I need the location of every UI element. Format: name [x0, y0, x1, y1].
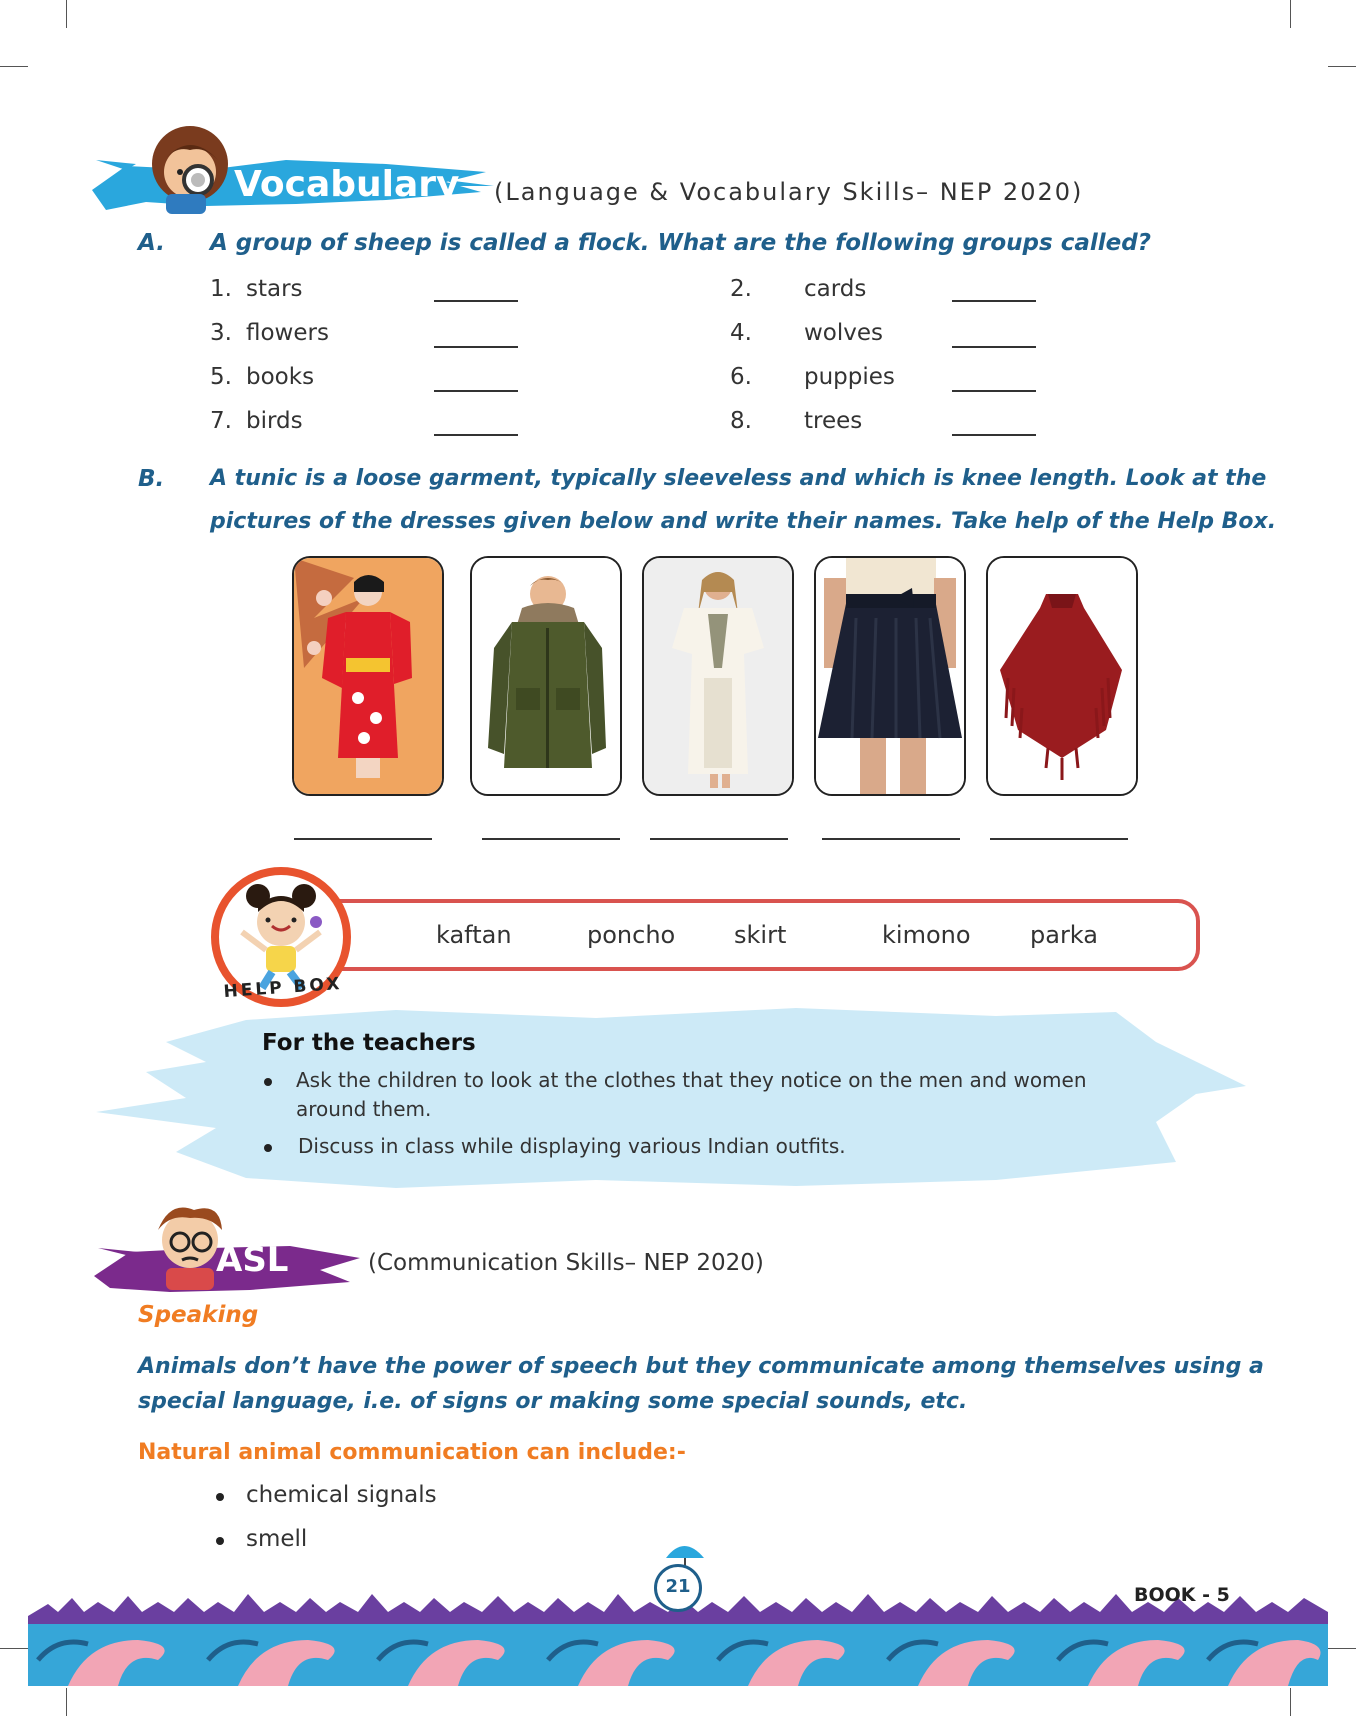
picture-answer-blank[interactable] [294, 838, 432, 840]
crop-mark [1290, 0, 1291, 28]
item-word: wolves [804, 320, 884, 346]
teachers-bullet-2: Discuss in class while displaying various Indian outfits. [298, 1134, 846, 1158]
book-label: BOOK - 5 [1134, 1584, 1230, 1606]
page-number: 21 [665, 1576, 691, 1597]
item-word: puppies [804, 364, 895, 390]
teachers-heading: For the teachers [262, 1030, 476, 1056]
kaftan-picture [642, 556, 794, 796]
section-b-letter: B. [138, 466, 165, 492]
answer-blank[interactable] [434, 434, 518, 436]
crop-mark [66, 1688, 67, 1716]
answer-blank[interactable] [952, 434, 1036, 436]
teachers-bullet-1-line-2: around them. [296, 1097, 432, 1121]
parka-picture [470, 556, 622, 796]
kimono-picture [292, 556, 444, 796]
item-word: flowers [246, 320, 329, 346]
bullet-dot [264, 1078, 272, 1086]
speaking-heading: Speaking [138, 1302, 259, 1328]
item-word: cards [804, 276, 867, 302]
help-word: parka [1030, 921, 1098, 949]
help-word: poncho [587, 921, 676, 949]
answer-blank[interactable] [952, 346, 1036, 348]
natural-communication-heading: Natural animal communication can include:- [138, 1440, 686, 1465]
section-b-line-1: A tunic is a loose garment, typically sleeveless and which is knee length. Look at the [210, 466, 1267, 491]
crop-mark [0, 66, 28, 67]
help-word: kimono [882, 921, 971, 949]
asl-badge-label: ASL [216, 1240, 289, 1280]
answer-blank[interactable] [434, 390, 518, 392]
bullet-dot [216, 1537, 224, 1545]
item-number: 3. [210, 320, 232, 346]
help-box-label: HELP BOX [222, 973, 344, 1003]
list-item: chemical signals [246, 1482, 437, 1508]
item-number: 7. [210, 408, 232, 434]
section-b-line-2: pictures of the dresses given below and write their names. Take help of the Help Box. [210, 509, 1277, 534]
vocabulary-badge-label: Vocabulary [234, 164, 460, 205]
section-a-letter: A. [138, 230, 165, 256]
answer-blank[interactable] [952, 300, 1036, 302]
item-word: birds [246, 408, 303, 434]
help-word: skirt [734, 921, 787, 949]
help-word: kaftan [436, 921, 512, 949]
crop-mark [1328, 66, 1356, 67]
item-word: trees [804, 408, 863, 434]
teachers-bullet-1-line-1: Ask the children to look at the clothes that they notice on the men and women [296, 1068, 1087, 1092]
item-word: stars [246, 276, 303, 302]
crop-mark [1290, 1688, 1291, 1716]
item-number: 6. [730, 364, 752, 390]
item-number: 5. [210, 364, 232, 390]
picture-answer-blank[interactable] [482, 838, 620, 840]
picture-answer-blank[interactable] [822, 838, 960, 840]
item-number: 8. [730, 408, 752, 434]
answer-blank[interactable] [952, 390, 1036, 392]
vocabulary-subtitle: (Language & Vocabulary Skills– NEP 2020) [494, 178, 1084, 206]
asl-subtitle: (Communication Skills– NEP 2020) [368, 1250, 764, 1276]
item-word: books [246, 364, 315, 390]
item-number: 1. [210, 276, 232, 302]
bullet-dot [216, 1493, 224, 1501]
list-item: smell [246, 1526, 308, 1552]
skirt-picture [814, 556, 966, 796]
crop-mark [0, 1648, 28, 1649]
section-a-question: A group of sheep is called a flock. What are the following groups called? [210, 230, 1152, 256]
poncho-picture [986, 556, 1138, 796]
crop-mark [66, 0, 67, 28]
bullet-dot [264, 1144, 272, 1152]
picture-answer-blank[interactable] [990, 838, 1128, 840]
item-number: 2. [730, 276, 752, 302]
answer-blank[interactable] [434, 300, 518, 302]
answer-blank[interactable] [434, 346, 518, 348]
item-number: 4. [730, 320, 752, 346]
picture-answer-blank[interactable] [650, 838, 788, 840]
asl-paragraph-line-1: Animals don’t have the power of speech but they communicate among themselves using a [138, 1354, 1264, 1379]
crop-mark [1328, 1648, 1356, 1649]
asl-paragraph-line-2: special language, i.e. of signs or making some special sounds, etc. [138, 1389, 968, 1414]
